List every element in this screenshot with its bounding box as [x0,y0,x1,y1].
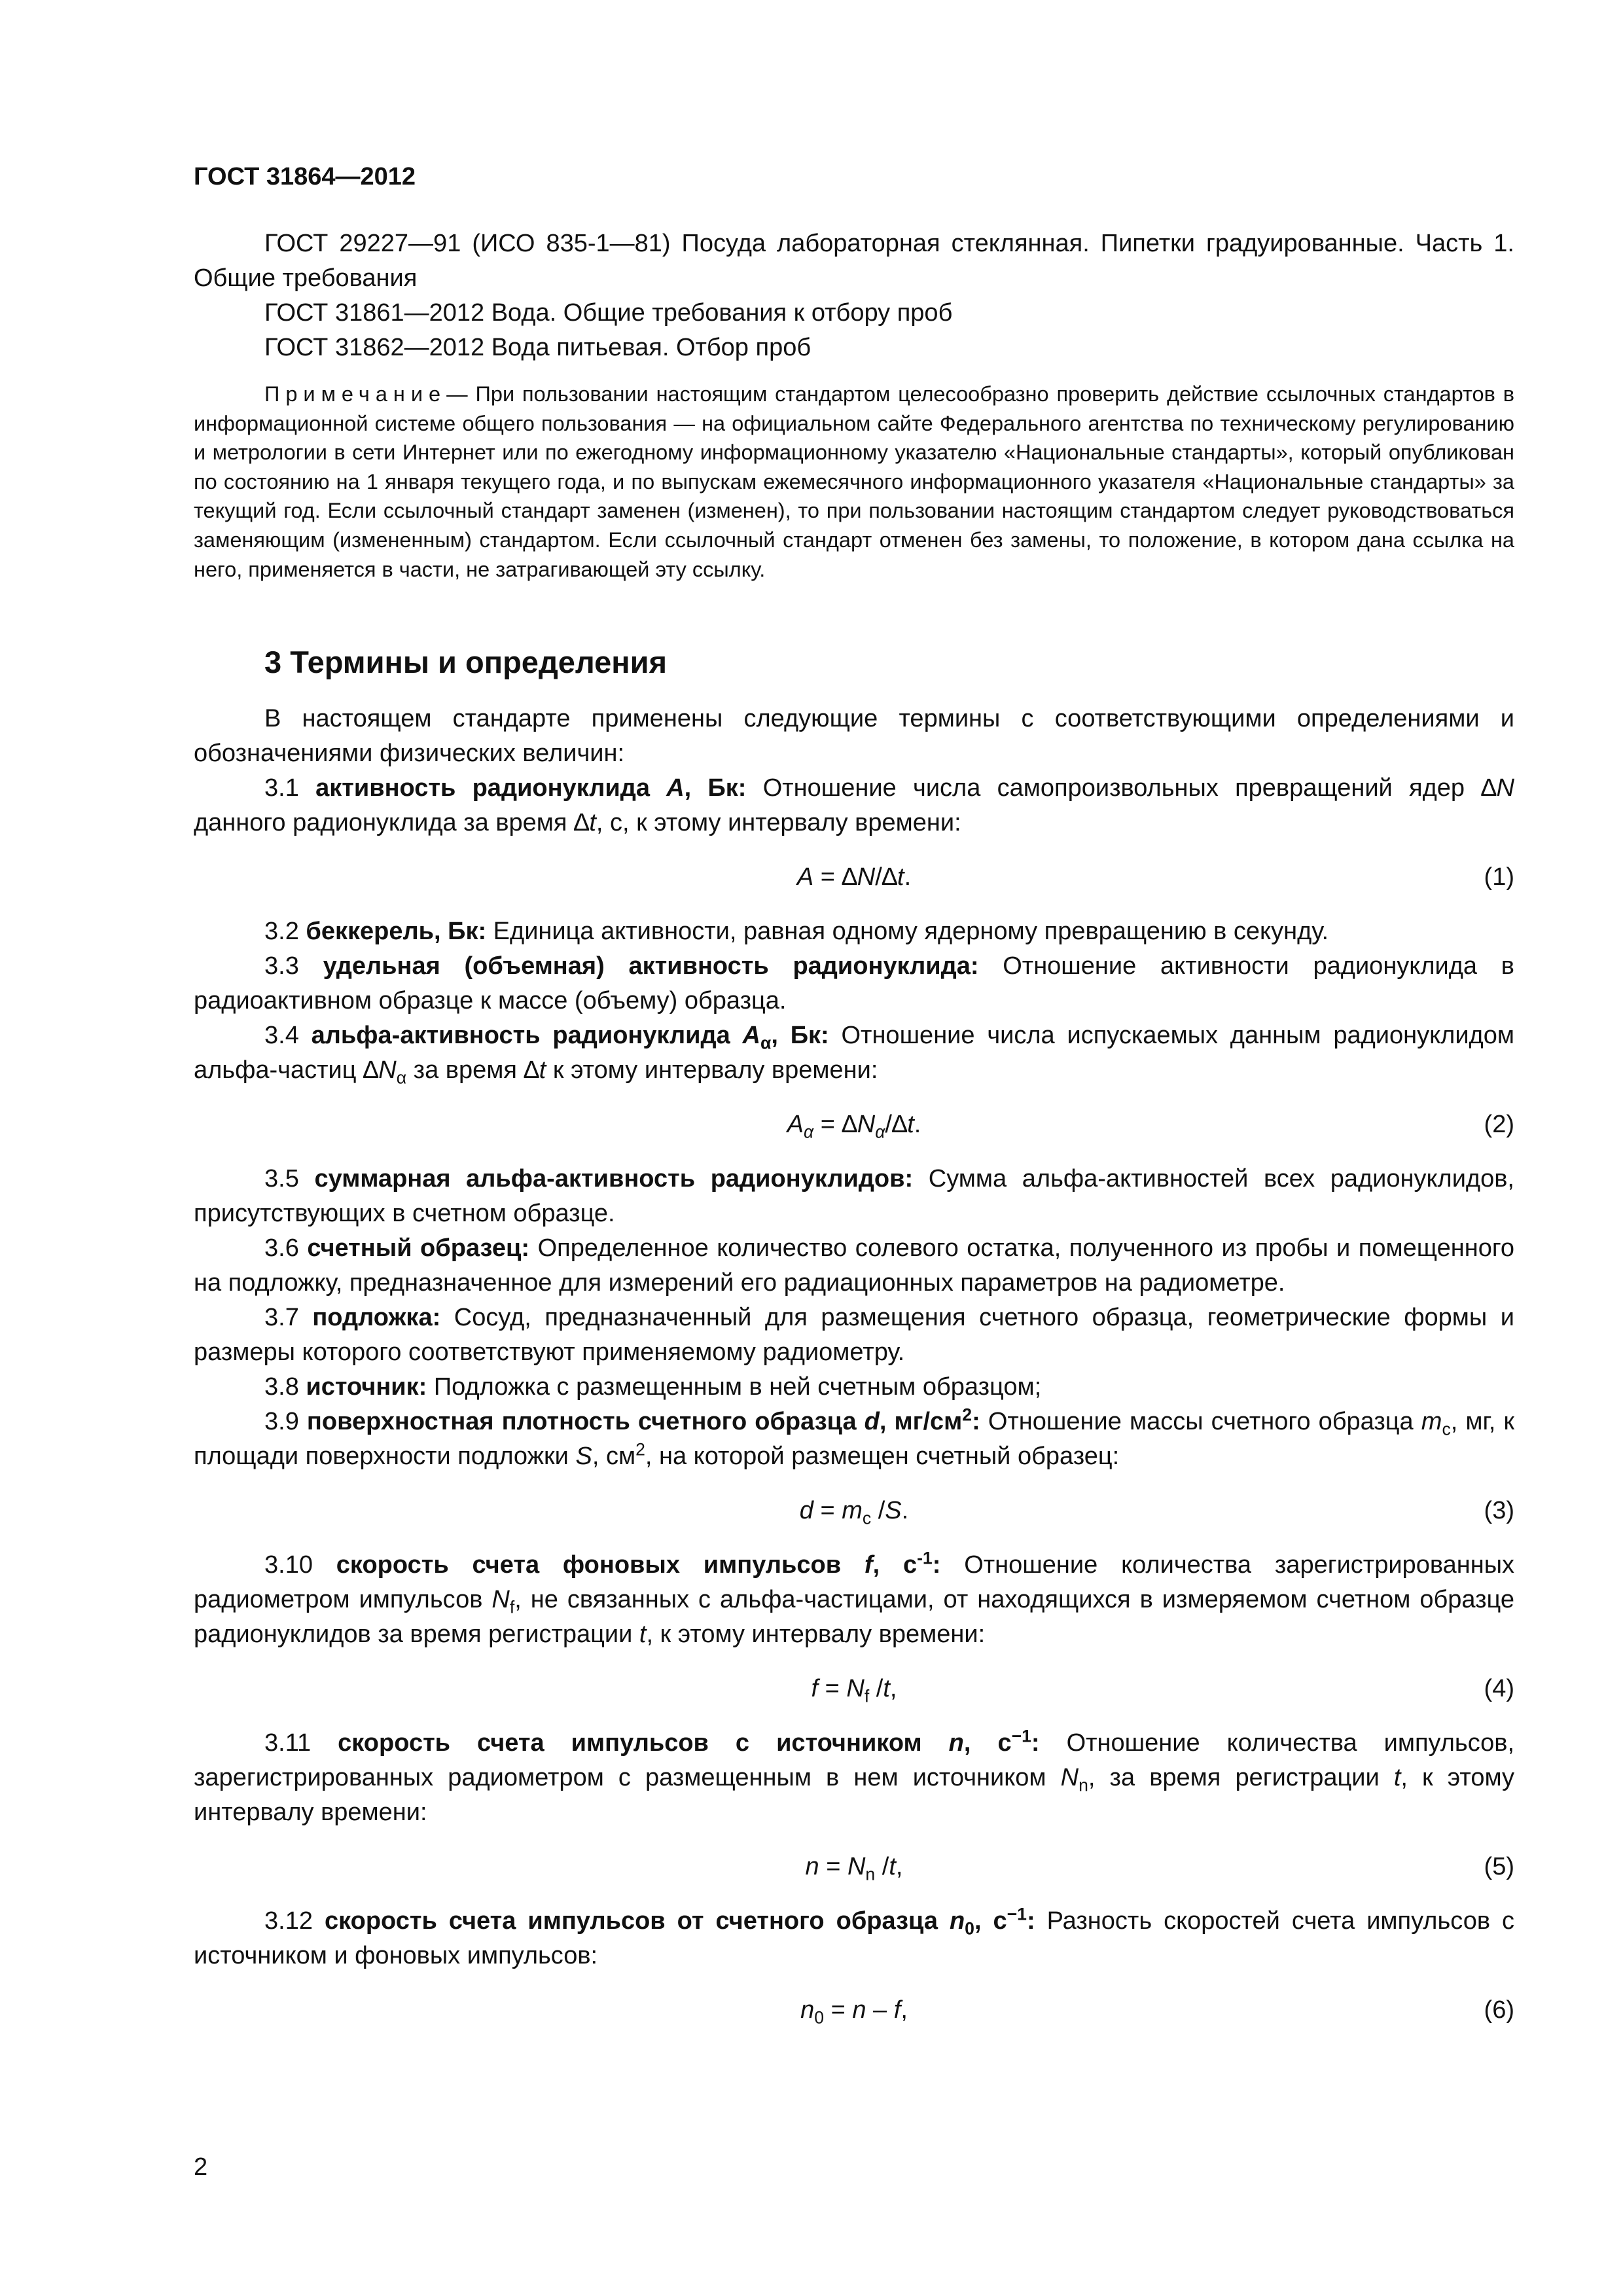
term-name: поверхностная плотность счетного образца [306,1408,865,1435]
term-number: 3.3 [264,952,299,980]
term-name: активность радионуклида [315,774,667,802]
formula-number: (6) [1484,1996,1514,2024]
term-superscript: -1 [917,1548,933,1568]
definition-symbol: t [639,1621,647,1648]
section-heading: 3 Термины и определения [264,645,667,679]
term-definition: Сосуд, предназначенный для размещения счетного образца, геометрические формы и размеры которого соответствуют применяемому радиометру. [194,1304,1514,1366]
term-definition: , не связанных с альфа-частицами, от находящихся в измеряемом счетном образце радионуклидов за время регистрации [194,1586,1514,1648]
term-definition: , к этому интервалу времени: [194,1764,1515,1826]
definition-symbol: t [539,1056,546,1084]
reference-item: ГОСТ 29227—91 (ИСО 835-1—81) Посуда лабораторная стеклянная. Пипетки градуированные. Часть 1. Общие требования [194,230,1514,292]
term-3-1 [194,771,1514,840]
formula-expression: $f = N_f$ /t, [811,1675,897,1706]
term-number: 3.8 [264,1373,299,1401]
term-definition: , с, к этому интервалу времени: [596,809,961,836]
term-unit: , с [963,1729,1012,1757]
term-name: счетный образец: [307,1234,530,1262]
term-number: 3.6 [264,1234,299,1262]
term-name: скорость счета импульсов от счетного образца [324,1907,950,1935]
term-definition: , за время регистрации [1088,1764,1394,1791]
definition-symbol: N [1060,1764,1079,1791]
term-definition: , мг, к площади поверхности подложки [194,1408,1514,1470]
term-3-4 [194,1018,1514,1088]
term-3-12: 3.12 скорость счета импульсов от счетного образца $n_0$, $с^{-1}$: Разность скоростей счета импульсов с источником и фоновых импульсов: [194,1904,1514,1969]
term-definition: Отношение числа самопроизвольных превращений ядер ∆ [746,774,1497,802]
term-3-7 [194,1300,1514,1370]
term-definition: данного радионуклида за время ∆ [194,809,590,836]
document-page [194,0,1514,2296]
definition-symbol: N [491,1586,510,1613]
term-symbol: A [666,774,685,802]
term-number: 3.12 [264,1907,313,1935]
term-name: подложка: [312,1304,441,1331]
term-unit: , Бк: [684,774,747,802]
reference-item: ГОСТ 31861—2012 Вода. Общие требования к отбору проб [264,299,953,327]
term-number: 3.10 [264,1551,313,1579]
term-subscript: 0 [965,1918,974,1939]
reference-item: ГОСТ 31862—2012 Вода питьевая. Отбор проб [264,334,812,361]
term-unit: , с [974,1907,1007,1935]
definition-subscript: c [1442,1419,1451,1439]
term-3-10: 3.10 скорость счета фоновых импульсов f, $с^{-1}$: Отношение количества зарегистрированных радиометром импульсов $N_f$, не связанных с альфа-частицами, от находящихся в измеряемом счетном образце радионуклидов за время регистрации t, к этому интервалу времени: [194,1548,1515,1648]
term-definition: Сумма альфа-активностей всех радионуклидов, присутствующих в счетном образце. [194,1165,1514,1227]
formula-expression: $n_0 = n - f$, [800,1996,908,2028]
definition-symbol: N [1496,774,1514,802]
formula-2 [194,1107,1514,1142]
term-superscript: −1 [1007,1904,1027,1924]
definition-subscript: α [396,1067,407,1088]
formula-number: (2) [1484,1111,1514,1138]
formula-3 [194,1494,1514,1528]
term-symbol: f [864,1551,873,1579]
section-body [194,702,1514,2028]
definition-subscript: f [509,1597,515,1617]
term-number: 3.7 [264,1304,299,1331]
term-symbol: d [864,1408,880,1435]
document-code: ГОСТ 31864—2012 [194,163,416,190]
section-intro: В настоящем стандарте применены следующие термины с соответствующими определениями и обозначениями физических величин: [194,705,1514,767]
term-unit: , с [872,1551,918,1579]
term-definition: Единица активности, равная одному ядерному превращению в секунду. [486,918,1329,945]
term-superscript: −1 [1011,1726,1031,1746]
formula-expression: A = ∆N/∆t. [796,863,912,891]
term-3-8 [194,1370,1514,1405]
term-definition: Разность скоростей счета импульсов с источником и фоновых импульсов: [194,1907,1514,1969]
term-unit: , Бк: [771,1022,829,1049]
term-definition: за время ∆ [406,1056,539,1084]
term-definition: Отношение количества зарегистрированных радиометром импульсов [194,1551,1515,1613]
term-unit: , мг/см [879,1408,963,1435]
formula-number: (5) [1484,1853,1514,1880]
note-label: Примечание [264,382,447,406]
formula-expression: $A_\alpha = \Delta N_\alpha/\Delta t$. [787,1111,921,1142]
formula-number: (3) [1484,1497,1514,1524]
term-name: скорость счета фоновых импульсов [336,1551,865,1579]
term-3-6 [194,1231,1514,1300]
formula-number: (4) [1484,1675,1514,1702]
term-number: 3.9 [264,1408,299,1435]
term-definition: к этому интервалу времени: [546,1056,878,1084]
definition-symbol: N [378,1056,397,1084]
term-number: 3.5 [264,1165,299,1193]
definition-superscript: 2 [635,1439,645,1460]
term-definition: Отношение активности радионуклида в радиоактивном образце к массе (объему) образца. [194,952,1514,1014]
term-name: скорость счета импульсов с источником [338,1729,949,1757]
term-3-5 [194,1162,1514,1231]
term-name: удельная (объемная) активность радионуклида: [323,952,979,980]
term-definition: , на которой размещен счетный образец: [645,1443,1120,1470]
term-number: 3.1 [264,774,299,802]
term-symbol: A [742,1022,760,1049]
definition-symbol: t [1393,1764,1401,1791]
term-3-11: 3.11 скорость счета импульсов с источником n, $с^{-1}$: Отношение количества импульсов, зарегистрированных радиометром с размещенным в нем источником $N_n$, за время регистрации t, к этому интервалу времени: [194,1726,1515,1826]
definition-symbol: m [1421,1408,1442,1435]
formula-4 [194,1672,1514,1706]
term-3-3 [194,949,1514,1018]
page-number: 2 [194,2153,208,2181]
term-definition: Подложка с размещенным в ней счетным образцом; [427,1373,1042,1401]
term-3-9: 3.9 поверхностная плотность счетного образца d, $мг/см^2$: Отношение массы счетного образца $m_c$, мг, к площади поверхности подложки S, $см^2$, на которой размещен счетный образец: [194,1405,1514,1470]
term-number: 3.4 [264,1022,299,1049]
formula-1 [194,860,1514,895]
term-definition: Отношение количества импульсов, зарегистрированных радиометром с размещенным в нем источником [194,1729,1515,1791]
formula-expression: $d = m_c$ /S. [799,1497,909,1528]
definition-symbol: S [575,1443,592,1470]
term-name: суммарная альфа-активность радионуклидов: [314,1165,914,1193]
formula-number: (1) [1484,863,1514,891]
term-3-2 [194,914,1514,949]
note-text: — При пользовании настоящим стандартом целесообразно проверить действие ссылочных стандартов в информационной системе общего пользования — на официальном сайте Федерального агентства по техническому регулированию и метрологии в сети Интернет или по ежегодному информационному указателю «Национальные стандарты», который опубликован по состоянию на 1 января текущего года, и по выпускам ежемесячного информационного указателя «Национальные стандарты» за текущий год. Если ссылочный стандарт заменен (изменен), то при пользовании настоящим стандартом следует руководствоваться заменяющим (измененным) стандартом. Если ссылочный стандарт отменен без замены, то положение, в котором дана ссылка на него, применяется в части, не затрагивающей эту ссылку. [194,382,1514,581]
term-name: беккерель, Бк: [306,918,487,945]
term-number: 3.11 [264,1729,312,1757]
definition-subscript: n [1079,1775,1088,1795]
formula-6 [194,1993,1514,2028]
term-subscript: α [760,1033,772,1053]
term-number: 3.2 [264,918,299,945]
formula-5 [194,1850,1514,1884]
term-symbol: n [949,1907,965,1935]
term-symbol: n [948,1729,964,1757]
term-name: источник: [306,1373,427,1401]
term-definition: Отношение массы счетного образца [980,1408,1421,1435]
formula-expression: $n = N_n$ /t, [805,1853,903,1884]
term-definition: , к этому интервалу времени: [646,1621,986,1648]
term-definition: Отношение числа испускаемых данным радионуклидом альфа-частиц ∆ [194,1022,1514,1084]
definition-symbol: t [589,809,596,836]
term-definition: Определенное количество солевого остатка, полученного из пробы и помещенного на подложку, предназначенное для измерений его радиационных параметров на радиометре. [194,1234,1514,1297]
normative-references [194,226,1514,365]
note-paragraph [194,380,1514,584]
term-name: альфа-активность радионуклида [311,1022,743,1049]
term-superscript: 2 [962,1405,972,1425]
term-definition: , см [592,1443,636,1470]
